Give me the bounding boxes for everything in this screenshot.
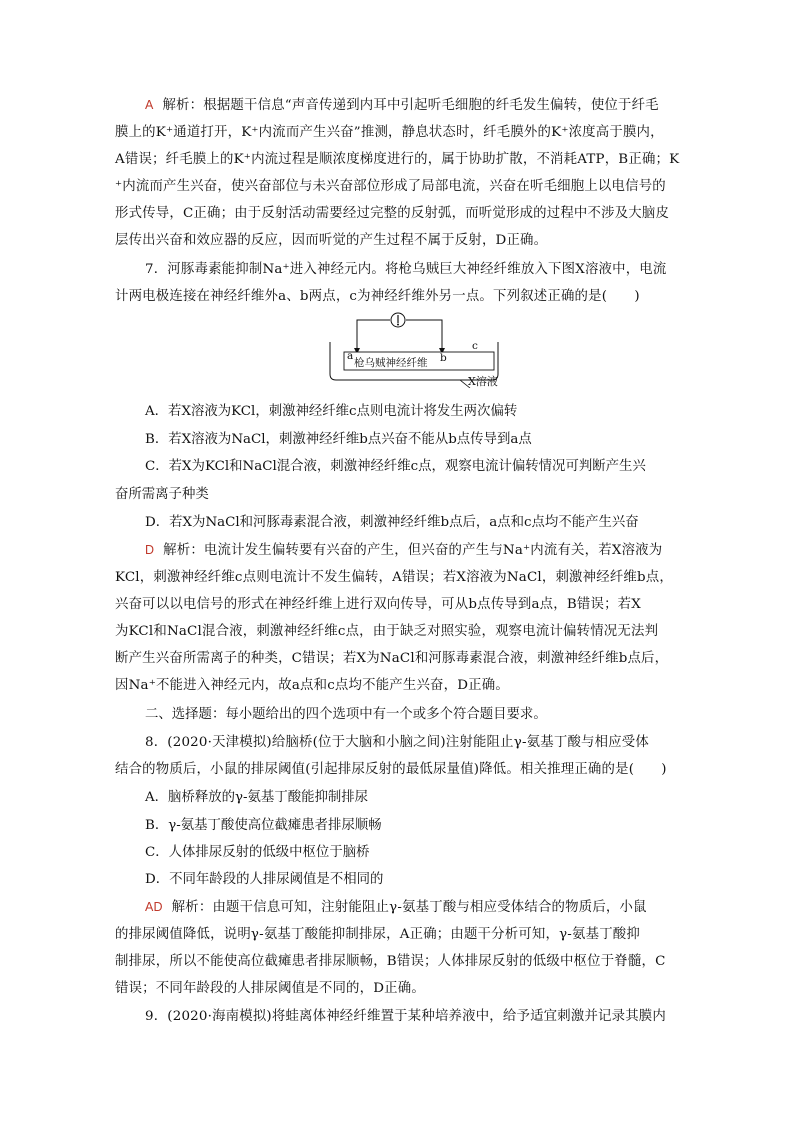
q7-option-b: B．若X溶液为NaCl，刺激神经纤维b点兴奋不能从b点传导到a点 [145,432,532,447]
q7-answer: D [145,543,155,557]
q8-answer: AD [145,900,163,914]
q7-option-d: D．若X为NaCl和河豚毒素混合液，刺激神经纤维b点后，a点和c点均不能产生兴奋 [145,515,639,530]
q8-analysis-line: 制排尿，所以不能使高位截瘫患者排尿顺畅，B错误；人体排尿反射的低级中枢位于脊髓，C [115,954,666,969]
q7-analysis-line: KCl，刺激神经纤维c点则电流计不发生偏转，A错误；若X溶液为NaCl，刺激神经纤维b点， [115,570,673,585]
electrode-wire-b [406,320,442,352]
point-b-label: b [440,352,447,364]
fiber-label: 枪乌贼神经纤维 [354,357,428,369]
point-c-label: c [472,340,478,352]
point-a-label: a [347,350,354,362]
q6-analysis-line: 形式传导，C正确；由于反射活动需要经过完整的反射弧，而听觉形成的过程中不涉及大脑皮 [115,206,670,221]
q6-answer: A [145,98,154,112]
q9-stem-line: 9．(2020·海南模拟)将蛙离体神经纤维置于某种培养液中，给予适宜刺激并记录其膜内 [145,1009,666,1024]
q8-analysis-line: 错误；不同年龄段的人排尿阈值是不同的，D正确。 [115,981,425,996]
q7-option-c-cont: 奋所需离子种类 [115,487,209,502]
q7-stem [115,256,667,310]
q8-analysis: AD 解析：由题干信息可知，注射能阻止γ-氨基丁酸与相应受体结合的物质后，小鼠 的排尿阈值降低，说明γ-氨基丁酸能抑制排尿，A正确；由题干分析可知，γ-氨基丁酸抑 制排尿，所以不能使高位截瘫患者排尿顺畅，B错误；人体排尿反射的低级中枢位于脊髓，C 错误；不同年龄段的人排尿阈值是不同的，D正确。 [145,894,653,1002]
q7-analysis-line: 为KCl和NaCl混合液，刺激神经纤维c点，由于缺乏对照实验，观察电流计偏转情况无法判 [115,624,659,639]
q8-option-c: C．人体排尿反射的低级中枢位于脑桥 [145,845,370,860]
q9-stem [145,1003,666,1030]
q7-stem-line: 计两电极连接在神经纤维外a、b两点，c为神经纤维外另一点。下列叙述正确的是( ) [115,289,640,304]
q8-option-d: D．不同年龄段的人排尿阈值是不相同的 [145,872,384,887]
q7-option-c: C．若X为KCl和NaCl混合液，刺激神经纤维c点，观察电流计偏转情况可判断产生兴 [145,459,646,474]
q8-option-a: A．脑桥释放的γ-氨基丁酸能抑制排尿 [145,790,369,805]
q6-analysis-line: ⁺内流而产生兴奋，使兴奋部位与未兴奋部位形成了局部电流，兴奋在听毛细胞上以电信号的 [115,179,666,194]
solution-label: X溶液 [468,375,498,388]
q7-stem-line: 7．河豚毒素能抑制Na⁺进入神经元内。将枪乌贼巨大神经纤维放入下图X溶液中，电流 [145,262,667,277]
q6-analysis-line: 层传出兴奋和效应器的反应，因而听觉的产生过程不属于反射，D正确。 [115,233,548,248]
q6-analysis-line: A 解析：根据题干信息“声音传递到内耳中引起听毛细胞的纤毛发生偏转，使位于纤毛 [145,98,659,113]
q7-analysis: D 解析：电流计发生偏转要有兴奋的产生，但兴奋的产生与Na⁺内流有关，若X溶液为 KCl，刺激神经纤维c点则电流计不发生偏转，A错误；若X溶液为NaCl，刺激神经纤维b点， 兴奋可以以电信号的形式在神经纤维上进行双向传导，可从b点传导到a点，B错误；若X 为KCl和NaCl混合液，刺激神经纤维c点，由于缺乏对照实验，观察电流计偏转情况无法判 断产生兴奋所需离子的种类，C错误；若X为NaCl和河豚毒素混合液，刺激神经纤维b点后， 因Na⁺不能进入神经元内，故a点和c点均不能产生兴奋，D正确。 [145,537,653,699]
q6-analysis [115,92,680,254]
electrode-wire-a [357,320,390,352]
q7-analysis-line: 因Na⁺不能进入神经元内，故a点和c点均不能产生兴奋，D正确。 [115,678,509,693]
q8-stem-line: 结合的物质后，小鼠的排尿阈值(引起排尿反射的最低尿量值)降低。相关推理正确的是( ) [115,762,667,777]
q6-analysis-line: A错误；纤毛膜上的K⁺内流过程是顺浓度梯度进行的，属于协助扩散，不消耗ATP，B正确；K [115,152,680,167]
q8-stem [115,729,667,783]
q8-option-b: B．γ-氨基丁酸使高位截瘫患者排尿顺畅 [145,818,382,833]
q6-analysis-line: 膜上的K⁺通道打开，K⁺内流而产生兴奋”推测，静息状态时，纤毛膜外的K⁺浓度高于膜内， [115,125,664,140]
q7-analysis-line: 断产生兴奋所需离子的种类，C错误；若X为NaCl和河豚毒素混合液，刺激神经纤维b点后， [115,651,669,666]
q8-analysis-line: 的排尿阈值降低，说明γ-氨基丁酸能抑制排尿，A正确；由题干分析可知，γ-氨基丁酸抑 [115,927,640,942]
section-heading: 二、选择题：每小题给出的四个选项中有一个或多个符合题目要求。 [145,707,547,722]
q8-stem-line: 8．(2020·天津模拟)给脑桥(位于大脑和小脑之间)注射能阻止γ-氨基丁酸与相应受体 [145,735,649,750]
q7-option-a: A．若X溶液为KCl，刺激神经纤维c点则电流计将发生两次偏转 [145,404,518,419]
q7-analysis-line: 兴奋可以以电信号的形式在神经纤维上进行双向传导，可从b点传导到a点，B错误；若X [115,597,641,612]
